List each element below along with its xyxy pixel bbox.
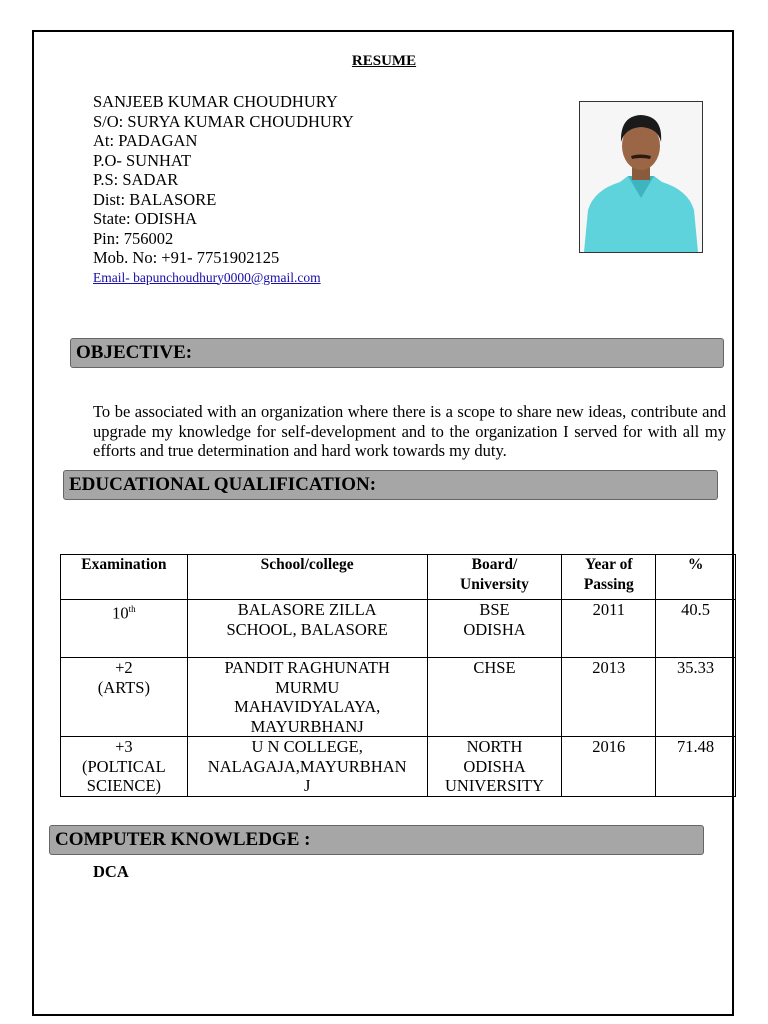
cell-percent: 35.33: [656, 658, 736, 737]
address-at: At: PADAGAN: [93, 131, 198, 150]
table-row: [61, 658, 736, 737]
header-board: Board/ University: [427, 555, 562, 600]
computer-skill-item: DCA: [93, 862, 129, 881]
header-school: School/college: [187, 555, 427, 600]
cell-percent: 40.5: [656, 600, 736, 658]
objective-heading: OBJECTIVE:: [70, 338, 724, 368]
resume-title: RESUME: [351, 53, 417, 69]
father-name: S/O: SURYA KUMAR CHOUDHURY: [93, 111, 354, 131]
email-link[interactable]: Email- bapunchoudhury0000@gmail.com: [93, 269, 321, 285]
cell-board: CHSE: [427, 658, 562, 737]
header-year: Year of Passing: [562, 555, 656, 600]
cell-examination: +2 (ARTS): [61, 658, 188, 737]
address-ps: P.S: SADAR: [93, 170, 179, 189]
profile-photo: [579, 101, 703, 253]
address-pin: Pin: 756002: [93, 228, 174, 248]
address-po: P.O- SUNHAT: [93, 150, 192, 170]
cell-school: U N COLLEGE, NALAGAJA,MAYURBHAN J: [187, 737, 427, 797]
address-dist: Dist: BALASORE: [93, 189, 217, 209]
address-state: State: ODISHA: [93, 209, 198, 228]
table-header-row: [61, 555, 736, 600]
cell-examination: 10th: [61, 600, 188, 658]
cell-year: 2016: [562, 737, 656, 797]
computer-knowledge-heading: COMPUTER KNOWLEDGE :: [49, 825, 704, 855]
cell-board: NORTH ODISHA UNIVERSITY: [427, 737, 562, 797]
candidate-name: SANJEEB KUMAR CHOUDHURY: [93, 92, 338, 111]
cell-year: 2011: [562, 600, 656, 658]
objective-text: To be associated with an organization where there is a scope to share new ideas, contribute and upgrade my knowledge for self-development and to the organization I served for with all my efforts and true determination and hard work towards my duty.: [93, 402, 726, 460]
education-heading: EDUCATIONAL QUALIFICATION:: [63, 470, 718, 500]
cell-board: BSE ODISHA: [427, 600, 562, 658]
cell-percent: 71.48: [656, 737, 736, 797]
header-percent: %: [656, 555, 736, 600]
cell-school: BALASORE ZILLA SCHOOL, BALASORE: [187, 600, 427, 658]
cell-examination: +3 (POLTICAL SCIENCE): [61, 737, 188, 797]
mobile-number: Mob. No: +91- 7751902125: [93, 248, 280, 267]
table-row: [61, 600, 736, 658]
table-row: [61, 737, 736, 797]
personal-details: [93, 92, 354, 287]
cell-year: 2013: [562, 658, 656, 737]
cell-school: PANDIT RAGHUNATH MURMU MAHAVIDYALAYA, MAYURBHANJ: [187, 658, 427, 737]
portrait-illustration: [580, 102, 702, 252]
education-table: [60, 554, 736, 797]
header-examination: Examination: [61, 555, 188, 600]
